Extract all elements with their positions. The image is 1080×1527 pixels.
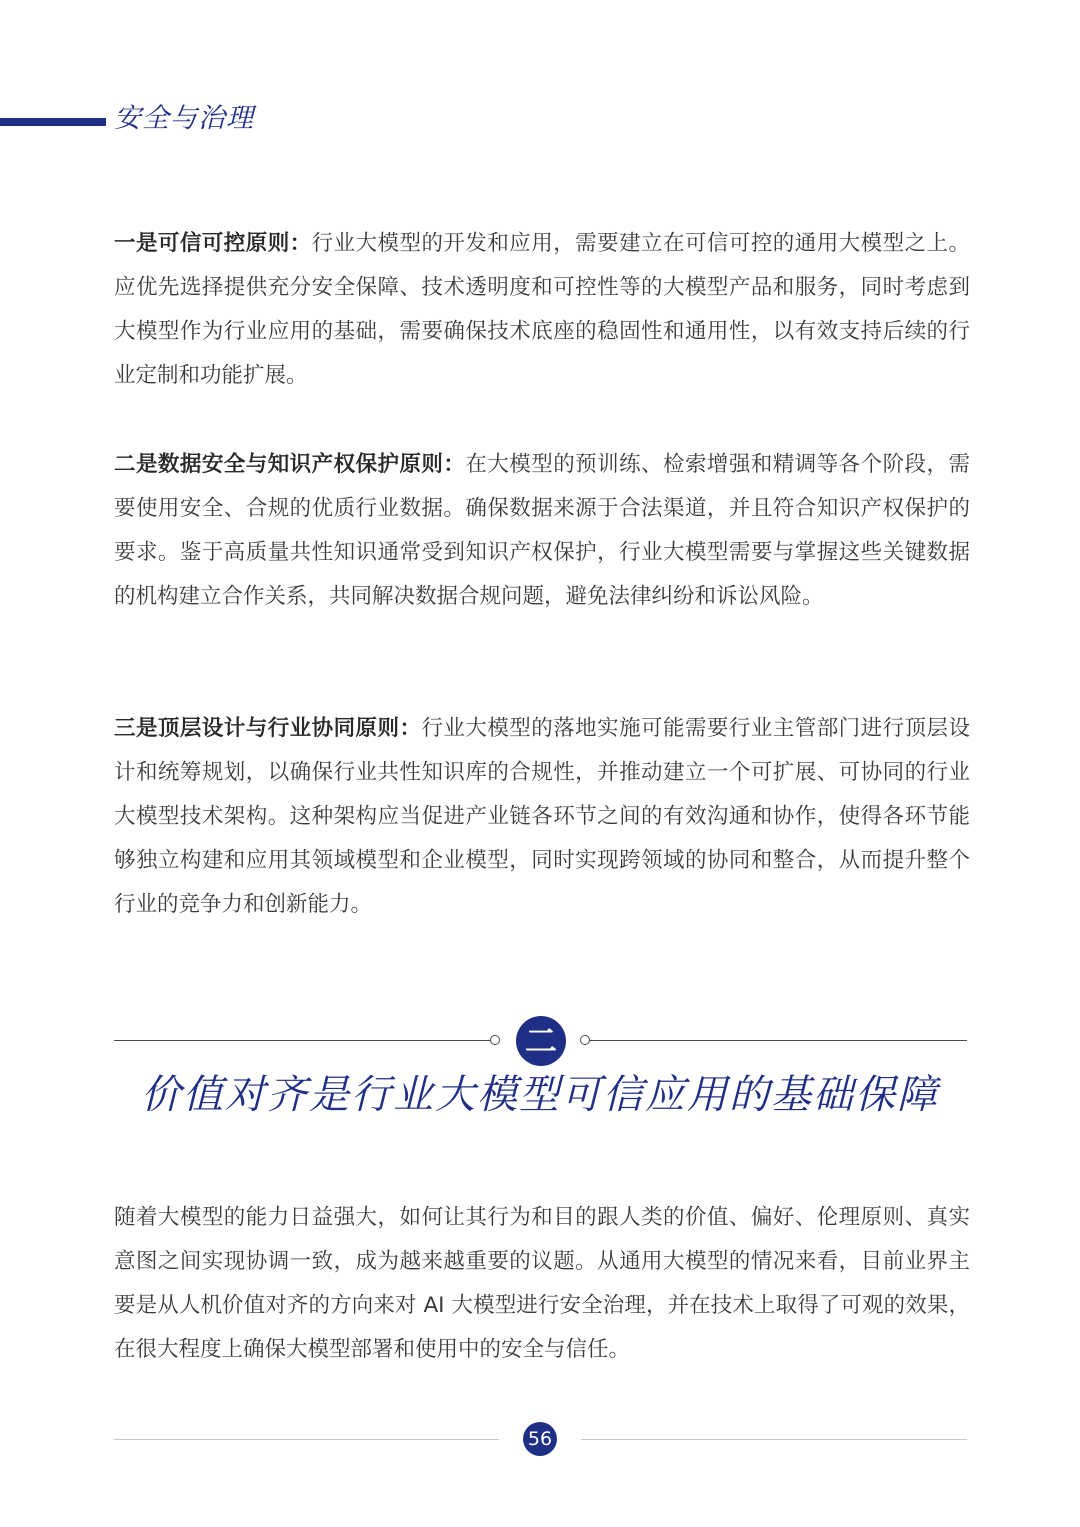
principle-paragraph-2 <box>114 443 970 619</box>
footer-line-left <box>114 1439 499 1440</box>
section-title: 价值对齐是行业大模型可信应用的基础保障 <box>141 1072 939 1118</box>
principle-paragraph-1 <box>114 222 970 398</box>
header-accent-bar <box>0 118 106 126</box>
section-body-paragraph <box>114 1196 970 1372</box>
section-divider-dot-left <box>490 1035 500 1045</box>
paragraph-lead: 一是可信可控原则： <box>114 231 312 256</box>
section-number-badge: 二 <box>516 1016 566 1066</box>
header-title: 安全与治理 <box>114 103 254 134</box>
paragraph-text: 在大模型的预训练、检索增强和精调等各个阶段，需要使用安全、合规的优质行业数据。确保数据来源于合法渠道，并且符合知识产权保护的要求。鉴于高质量共性知识通常受到知识产权保护，行业大模型需要与掌握这些关键数据的机构建立合作关系，共同解决数据合规问题，避免法律纠纷和诉讼风险。 <box>114 452 970 609</box>
section-divider-right <box>589 1040 967 1041</box>
paragraph-text: 行业大模型的落地实施可能需要行业主管部门进行顶层设计和统筹规划，以确保行业共性知识库的合规性，并推动建立一个可扩展、可协同的行业大模型技术架构。这种架构应当促进产业链各环节之间的有效沟通和协作，使得各环节能够独立构建和应用其领域模型和企业模型，同时实现跨领域的协同和整合，从而提升整个行业的竞争力和创新能力。 <box>114 716 970 917</box>
section-divider-left <box>114 1040 491 1041</box>
paragraph-text: 行业大模型的开发和应用，需要建立在可信可控的通用大模型之上。应优先选择提供充分安全保障、技术透明度和可控性等的大模型产品和服务，同时考虑到大模型作为行业应用的基础，需要确保技术底座的稳固性和通用性，以有效支持后续的行业定制和功能扩展。 <box>114 231 970 388</box>
paragraph-lead: 三是顶层设计与行业协同原则： <box>114 716 422 741</box>
paragraph-lead: 二是数据安全与知识产权保护原则： <box>114 452 466 477</box>
paragraph-text: 随着大模型的能力日益强大，如何让其行为和目的跟人类的价值、偏好、伦理原则、真实意图之间实现协调一致，成为越来越重要的议题。从通用大模型的情况来看，目前业界主要是从人机价值对齐的方向来对 AI 大模型进行安全治理，并在技术上取得了可观的效果，在很大程度上确保大模型部署和使用中的安全与信任。 <box>114 1205 970 1362</box>
footer-line-right <box>581 1439 967 1440</box>
principle-paragraph-3 <box>114 707 970 927</box>
page-number-badge: 56 <box>523 1422 557 1456</box>
